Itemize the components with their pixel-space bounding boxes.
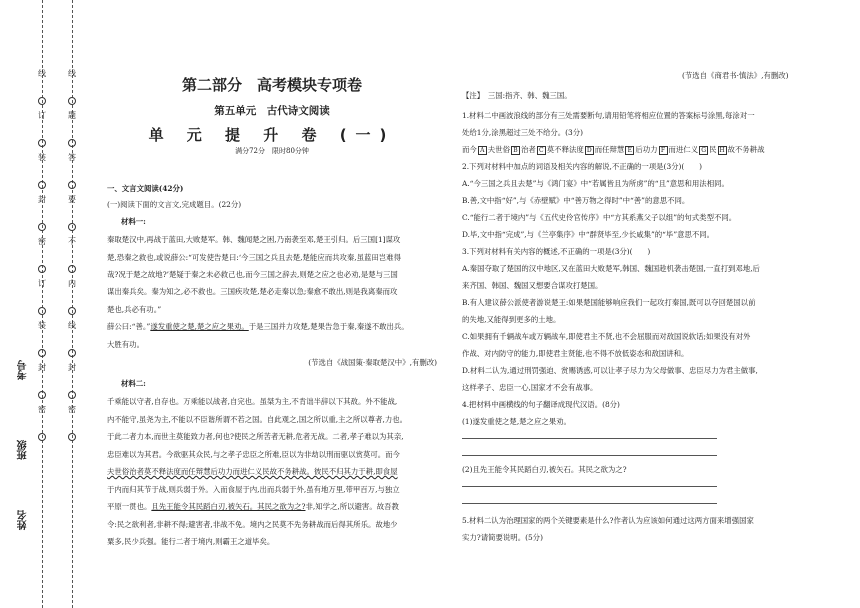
q3-option-d: 这样孝子、忠臣一心,国家才不会有战事。 [462,383,598,392]
answer-line[interactable] [462,503,717,504]
q1-answer-box[interactable]: B [511,146,520,155]
unit-title: 第五单元 古代诗文阅读 [214,105,330,117]
q1-answer-box[interactable]: H [719,146,725,154]
m1-line [107,321,409,332]
binding-circle [68,223,76,231]
binding-circle [38,391,46,399]
binding-circle [38,97,46,105]
m1-underlined-sentence: 遂发重使之楚,楚之应之果劝。 [150,322,249,331]
binding-circle [38,307,46,315]
m1-line: 哉?况于楚之故地?’楚疑于秦之未必救己也,而今三国之辞去,则楚之应之也必劝,是楚与三国 [107,270,398,279]
m2-line: 千乘能以守者,自存也。万乘能以战者,自完也。虽桀为主,不肯诎半辞以下其敌。外不能战, [107,397,398,406]
binding-circle [38,223,46,231]
q1-answer-box[interactable]: C [537,146,546,155]
binding-margin [0,0,95,608]
m1-line: 大胜有功。 [107,340,144,349]
m1-source: (节选自《战国策·秦取楚汉中》,有删改) [308,358,437,367]
q2-option-c: C.“能行二者于境内”与《五代史伶官传序》中“方其系燕父子以组”的句式类型不同。 [462,213,737,222]
m2-line: 忠臣难以为其君。今欲驱其众民,与之孝子忠臣之所难,臣以为非劫以刑而驱以赏莫可。而今 [107,450,400,459]
m1-line: 楚,恐秦之救也,或说薛公:“可发使告楚曰:‘今三国之兵且去楚,楚能应而共攻秦,虽蓝田岂难得 [107,253,401,262]
m2-l7-prefix: 平原一贯也。 [107,502,152,511]
q1-chunk: 治者 [520,145,536,154]
q1-text: 1.材料二中画波浪线的部分有三处需要断句,请用铅笔将相应位置的答案标号涂黑,每涂对一 [462,111,755,120]
q1-chunk: 夫世俗 [487,145,510,154]
binding-char: 封 [68,363,76,372]
binding-circle [68,181,76,189]
answer-line[interactable] [462,486,717,487]
m1-last-suffix: 于是三国并力攻楚,楚果告急于秦,秦遂不敢出兵。 [248,322,409,331]
exam-title: 单 元 提 升 卷 (一) [148,126,396,144]
q3-option-a: A.秦国夺取了楚国的汉中地区,又在蓝田大败楚军,韩国、魏国趁机袭击楚国,一直打到邓地,后 [462,264,760,273]
binding-circle [68,265,76,273]
binding-char: 要 [68,195,76,204]
answer-line[interactable] [462,455,717,456]
score-time: 满分72分 限时80分钟 [235,147,309,155]
binding-char: 封 [38,363,46,372]
q4-sub-2: (2)且先王能令其民蹈白刃,被矢石。其民之欲为之? [462,465,627,474]
binding-column-inner [68,70,76,448]
right-column [462,0,812,608]
q1-answer-box[interactable]: D [585,146,594,155]
q1-answer-box[interactable]: F [659,146,668,155]
q4-text: 4.把材料中画横线的句子翻译成现代汉语。(8分) [462,400,620,409]
binding-char: 密 [38,237,46,246]
section-heading: 一、文言文阅读(42分) [107,184,184,193]
q1-chunk: 后功力 [635,145,658,154]
q3-text: 3.下列对材料有关内容的概述,不正确的一项是(3分)( ) [462,247,651,256]
material-1-label: 材料一: [121,217,146,226]
binding-circle [38,181,46,189]
q1-chunk: 故不务耕战 [727,145,765,154]
binding-char: 线 [68,321,76,330]
binding-char: 装 [38,321,46,330]
q4-sub-1: (1)遂发重使之楚,楚之应之果劝。 [462,417,571,426]
q3-option-c: 作战、对内防守的能力,即使君主贤能,也不得不放低姿态和敌国讲和。 [462,349,689,358]
binding-circle [38,265,46,273]
q1-chunk: 而任辩慧 [594,145,625,154]
m2-line: 内不能守,虽尧为主,不能以不臣谐所谓不若之国。自此观之,国之所以重,主之所以尊者,力也。 [107,415,407,424]
m2-line: 粟多,民少兵强。能行二者于境内,则霸王之道毕矣。 [107,537,275,546]
q1-chunk: 民 [709,145,717,154]
binding-circle [68,97,76,105]
binding-char: 密 [38,405,46,414]
binding-circle [68,139,76,147]
m1-line: 秦取楚汉中,再战于蓝田,大败楚军。韩、魏闻楚之困,乃南袭至邓,楚王引归。后三国[1]谋攻 [107,235,401,244]
m1-last-prefix: 薛公曰:“善。” [107,322,151,331]
binding-char: 订 [38,279,46,288]
q1-chunk: 而今 [462,145,477,154]
binding-char: 装 [38,153,46,162]
binding-char: 密 [68,405,76,414]
binding-circle [68,307,76,315]
q1-breakpoints[interactable] [462,144,764,155]
q3-option-b: 的失地,又能得到更多的土地。 [462,315,561,324]
q5-text: 实力?请简要说明。(5分) [462,533,543,542]
binding-circle [38,139,46,147]
binding-column-outer [38,70,46,448]
q1-answer-box[interactable]: A [478,146,487,155]
m2-line: 于此二者力本,而世主莫能致力者,何也?使民之所苦者无耕,危者无战。二者,孝子难以为其亲, [107,432,404,441]
m1-line: 谋出秦兵矣。秦为知之,必不救也。三国疾攻楚,楚必走秦以急;秦愈不敢出,则是我离秦而攻 [107,287,398,296]
m2-source: (节选自《商君书·慎法》,有删改) [682,71,789,80]
binding-char: 线 [38,69,46,78]
binding-char: 封 [38,195,46,204]
binding-char: 答 [68,153,76,162]
binding-char: 不 [68,237,76,246]
m2-underlined-sentence: 且先王能令其民蹈白刃,被矢石。其民之欲为之? [151,502,306,511]
material-2-label: 材料二: [121,379,146,388]
q1-chunk: 莫不释法度 [546,145,584,154]
binding-circle [68,349,76,357]
m2-line [107,501,399,512]
field-xingming: 姓名 [18,510,29,530]
part-title: 第二部分 高考模块专项卷 [181,76,362,94]
q2-text: 2.下列对材料中加点的词语及相关内容的解说,不正确的一项是(3分)( ) [462,162,702,171]
binding-char: 线 [68,69,76,78]
m2-l7-suffix: 非,知学之,所以避害。故吾教 [305,502,399,511]
binding-char: 内 [68,279,76,288]
field-kaohao: 考号 [18,360,29,380]
subsection-heading: (一)阅读下面的文言文,完成题目。(22分) [107,200,242,209]
m2-line: 于内而归其节于战,则兵弱于外。入而食屋于内,出而兵弱于外,虽有地万里,带甲百万,与独立 [107,485,400,494]
m2-line: 令:民之欲利者,非耕不得;避害者,非战不免。境内之民莫不先务耕战而后得其所乐。故地少 [107,520,398,529]
q3-option-b: B.有人建议薛公派使者游说楚王:如果楚国能够响应我们一起攻打秦国,既可以夺回楚国以前 [462,298,756,307]
q2-option-a: A.“今三国之兵且去楚”与《鸿门宴》中“若属皆且为所虏”的“且”意思和用法相同。 [462,179,729,188]
q1-text: 处给1分,涂黑超过三处不给分。(3分) [462,128,583,137]
q1-answer-box[interactable]: G [699,146,708,155]
binding-circle [38,433,46,441]
binding-char: 订 [38,111,46,120]
binding-circle [68,433,76,441]
q2-option-d: D.毕,文中指“完成”,与《兰亭集序》中“群贤毕至,少长咸集”的“毕”意思不同。 [462,230,715,239]
answer-line[interactable] [462,438,717,439]
binding-circle [68,391,76,399]
q5-text: 5.材料二认为治理国家的两个关键要素是什么?作者认为应该如何通过这两方面来增强国家 [462,516,754,525]
field-banji: 班级 [18,440,29,460]
m2-wavy-line: 夫世俗治者莫不释法度而任辩慧后功力而进仁义民故不务耕战。彼民不归其力于耕,即食屋 [107,467,398,476]
q1-answer-box[interactable]: E [625,146,634,155]
q3-option-d: D.材料二认为,通过刑罚强迫、赏赐诱惑,可以让孝子尽力为父母做事、忠臣尽力为君主做事, [462,366,758,375]
q2-option-b: B.善,文中指“好”,与《赤壁赋》中“善万物之得时”中“善”的意思不同。 [462,196,690,205]
left-column [107,0,437,608]
q3-option-a: 来齐国、韩国、魏国又想要合谋攻打楚国。 [462,281,603,290]
binding-char: 题 [68,111,76,120]
note: 【注】 三国:指齐、韩、魏三国。 [462,91,572,100]
m1-line: 楚也,兵必有功。” [107,305,162,314]
q3-option-c: C.如果拥有千辆战车或万辆战车,即使君主不贤,也不会屈服而对敌国说软话;如果没有对外 [462,332,751,341]
q1-chunk: 而进仁义 [668,145,699,154]
binding-circle [38,349,46,357]
